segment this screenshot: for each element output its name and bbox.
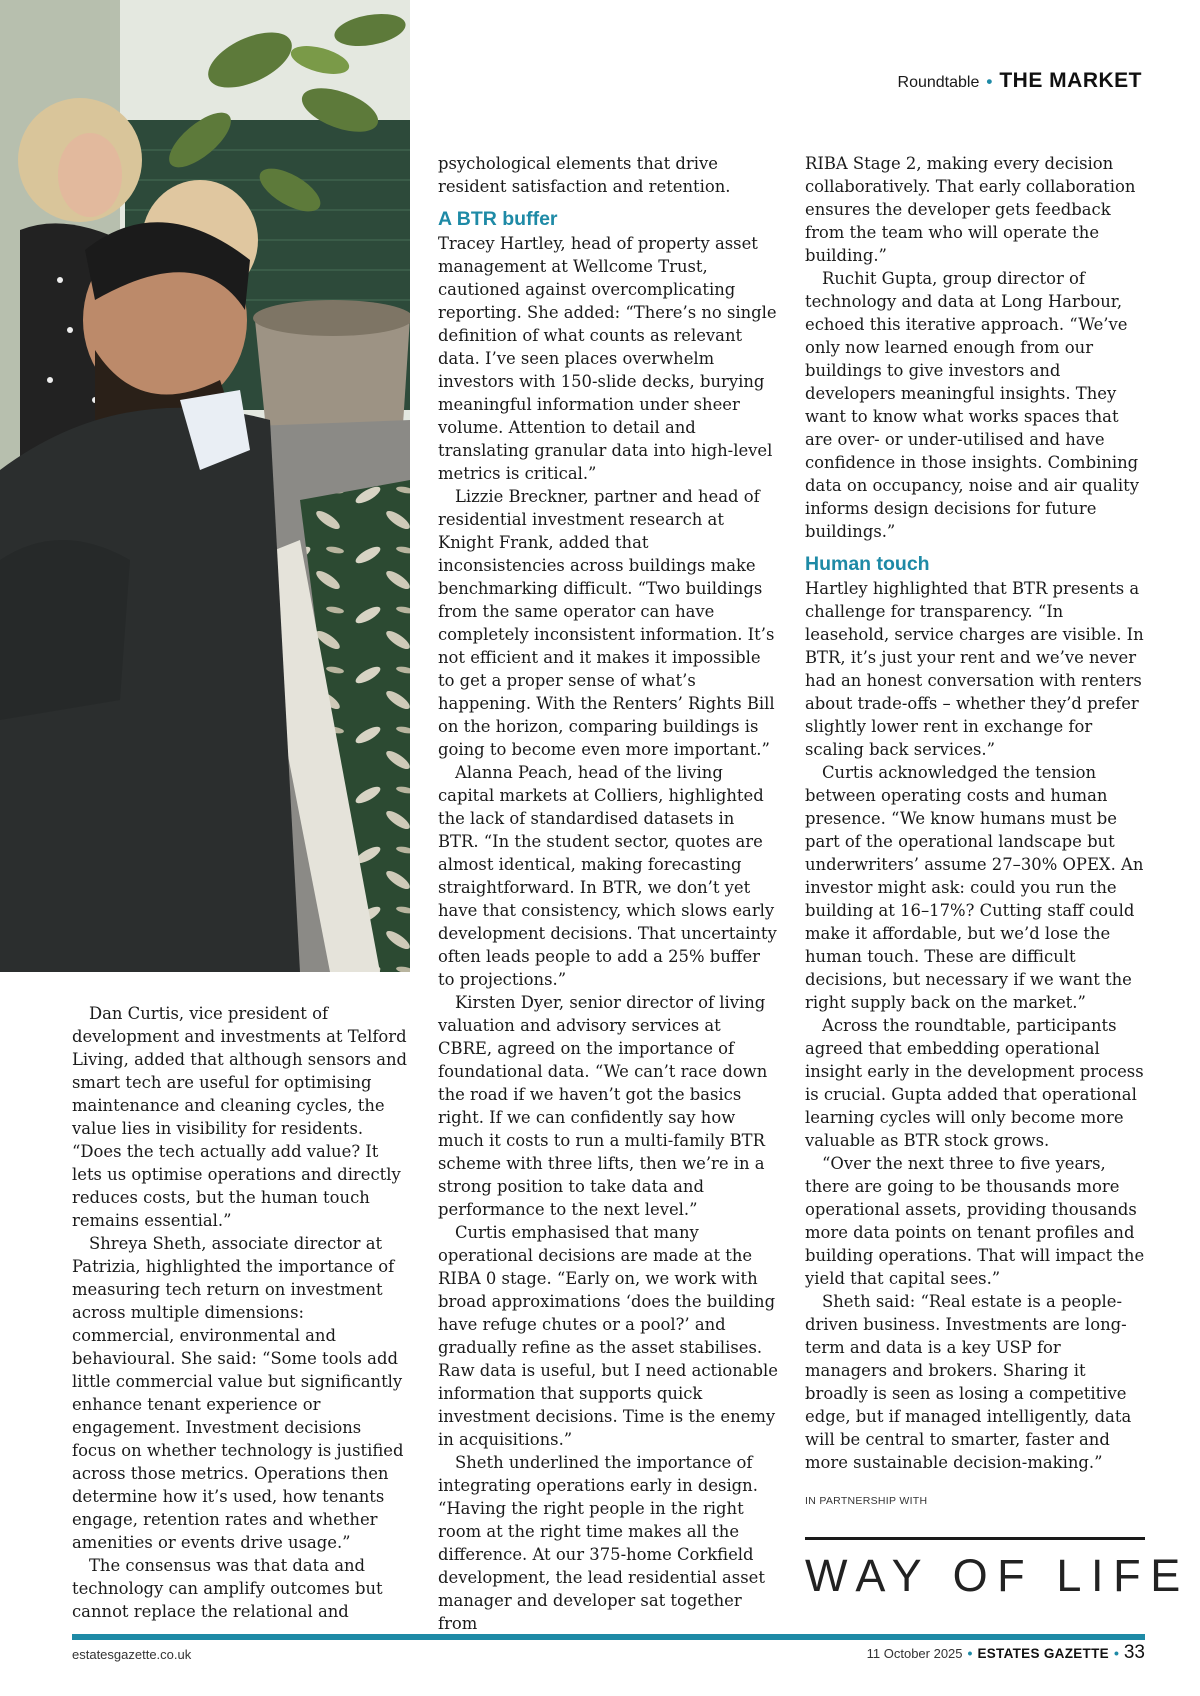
paragraph: Curtis acknowledged the tension between operating costs and human presence. “We know humans must be part of the operational landscape but underwriters’ assume 27–30% OPEX. An investor might ask: could you run the building at 16–17%? Cutting staff could make it affordable, but we’d lose the human touch. These are difficult decisions, but necessary if we want the right supply back on the market.” xyxy=(805,763,1144,1012)
subheading-human-touch: Human touch xyxy=(805,553,930,575)
paragraph: Sheth said: “Real estate is a people-driven business. Investments are long-term and data is a key USP for managers and brokers. Sharing it broadly is seen as losing a competitive edge, but if managed intelligently, data will be central to smarter, faster and more sustainable decision-making.” xyxy=(805,1292,1132,1472)
separator-dot: • xyxy=(1113,1645,1119,1661)
publication-name: ESTATES GAZETTE xyxy=(977,1646,1109,1661)
footer-rule xyxy=(72,1634,1145,1640)
article-column-1 xyxy=(72,1002,410,1623)
separator-dot: • xyxy=(967,1645,973,1661)
roundtable-photo xyxy=(0,0,410,972)
footer-info xyxy=(867,1642,1145,1664)
paragraph: Shreya Sheth, associate director at Patrizia, highlighted the importance of measuring tech return on investment across multiple dimensions: commercial, environmental and behavioural. She said: “Some tools add little commercial value but significantly enhance tenant experience or engagement. Investment decisions focus on whether technology is justified across those metrics. Operations then determine how it’s used, how tenants engage, retention rates and whether amenities or events drive usage.” xyxy=(72,1234,404,1552)
paragraph: Curtis emphasised that many operational decisions are made at the RIBA 0 stage. “Early on, we work with broad approximations ‘does the building have refuge chutes or a pool?’ and gradually refine as the asset stabilises. Raw data is useful, but I need actionable information that supports quick investment decisions. Time is the enemy in acquisitions.” xyxy=(438,1223,778,1449)
separator-dot: • xyxy=(986,72,993,91)
page-number: 33 xyxy=(1123,1642,1145,1663)
paragraph: The consensus was that data and technology can amplify outcomes but cannot replace the relational and xyxy=(72,1556,383,1621)
footer-website: estatesgazette.co.uk xyxy=(72,1647,192,1662)
paragraph: Hartley highlighted that BTR presents a challenge for transparency. “In leasehold, service charges are visible. In BTR, it’s just your rent and we’ve never had an honest conversation with renters about trade-offs – whether they’d prefer slightly lower rent in exchange for scaling back services.” xyxy=(805,579,1144,759)
issue-date: 11 October 2025 xyxy=(866,1646,963,1661)
way-of-life-logo: WAY OF LIFE xyxy=(805,1550,1190,1601)
paragraph: RIBA Stage 2, making every decision collaboratively. That early collaboration ensures the developer gets feedback from the team who will operate the building.” xyxy=(805,154,1136,265)
section-title: THE MARKET xyxy=(999,69,1142,92)
paragraph: “Over the next three to five years, there are going to be thousands more operational assets, providing thousands more data points on tenant profiles and building operations. That will impact the yield that capital sees.” xyxy=(805,1154,1145,1288)
paragraph: Tracey Hartley, head of property asset management at Wellcome Trust, cautioned against overcomplicating reporting. She added: “There’s no single definition of what counts as relevant data. I’ve seen places overwhelm investors with 150-slide decks, burying meaningful information under sheer volume. Attention to detail and translating granular data into high-level metrics is critical.” xyxy=(438,234,777,483)
partnership-label: IN PARTNERSHIP WITH xyxy=(805,1495,928,1507)
article-column-2 xyxy=(438,152,778,1635)
paragraph: Dan Curtis, vice president of development and investments at Telford Living, added that although sensors and smart tech are useful for optimising maintenance and cleaning cycles, the value lies in visibility for residents. “Does the tech actually add value? It lets us optimise operations and directly reduces costs, but the human touch remains essential.” xyxy=(72,1004,408,1230)
paragraph: Ruchit Gupta, group director of technology and data at Long Harbour, echoed this iterative approach. “We’ve only now learned enough from our buildings to give investors and developers meaningful insights. They want to know what works spaces that are over- or under-utilised and have confidence in those insights. Combining data on occupancy, noise and air quality informs design decisions for future buildings.” xyxy=(805,269,1139,541)
running-header xyxy=(898,69,1142,93)
paragraph: Kirsten Dyer, senior director of living valuation and advisory services at CBRE, agreed on the importance of foundational data. “We can’t race down the road if we haven’t got the basics right. If we can confidently say how much it costs to run a multi-family BTR scheme with three lifts, then we’re in a strong position to take data and performance to the next level.” xyxy=(438,993,768,1219)
article-column-3 xyxy=(805,152,1145,1474)
subheading-btr-buffer: A BTR buffer xyxy=(438,208,558,230)
paragraph: Alanna Peach, head of the living capital markets at Colliers, highlighted the lack of standardised datasets in BTR. “In the student sector, quotes are almost identical, making forecasting straightforward. In BTR, we don’t yet have that consistency, which slows early development decisions. That uncertainty often leads people to add a 25% buffer to projections.” xyxy=(438,763,777,989)
paragraph: Sheth underlined the importance of integrating operations early in design. “Having the right people in the right room at the right time makes all the difference. At our 375-home Corkfield development, the lead residential asset manager and developer sat together from xyxy=(438,1453,765,1633)
photo-illustration xyxy=(0,0,410,972)
paragraph: Lizzie Breckner, partner and head of residential investment research at Knight Frank, added that inconsistencies across buildings make benchmarking difficult. “Two buildings from the same operator can have completely inconsistent information. It’s not efficient and it makes it impossible to get a proper sense of what’s happening. With the Renters’ Rights Bill on the horizon, comparing buildings is going to become even more important.” xyxy=(438,487,775,759)
paragraph: psychological elements that drive resident satisfaction and retention. xyxy=(438,154,731,196)
partnership-divider xyxy=(805,1537,1145,1540)
section-label: Roundtable xyxy=(897,74,980,91)
paragraph: Across the roundtable, participants agreed that embedding operational insight early in the development process is crucial. Gupta added that operational learning cycles will only become more valuable as BTR stock grows. xyxy=(805,1016,1144,1150)
